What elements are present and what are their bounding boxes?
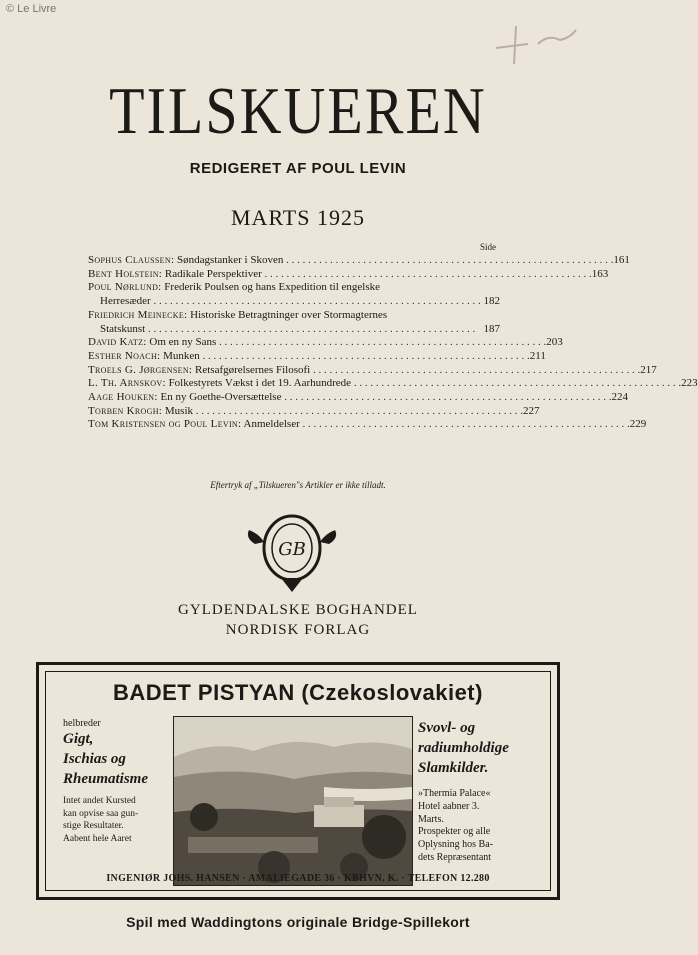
toc-page-number: 163 — [591, 267, 609, 280]
ad-left-small: helbreder — [63, 718, 101, 729]
reprint-notice: Eftertryk af „Tilskueren"s Artikler er ikke tilladt. — [210, 480, 386, 490]
toc-entry — [88, 391, 628, 405]
toc-leader-dots: . . . . . . . . . . . . . . . . . . . . . . . . . . . . . . . . . . . . . . . . . . . . . . . . . . . . . . . . . . . . — [145, 322, 476, 335]
toc-entry — [88, 363, 657, 378]
toc-page-number: 229 — [629, 418, 647, 431]
toc-entry-text — [88, 350, 530, 364]
toc-entry-text — [88, 268, 592, 282]
svg-text:GB: GB — [278, 539, 306, 560]
toc-leader-dots: . . . . . . . . . . . . . . . . . . . . . . . . . . . . . . . . . . . . . . . . . . . . . . . . . . . . . . . . . . . . — [216, 336, 547, 349]
ad-right-note-6: dets Repræsentant — [418, 851, 492, 863]
toc-article-title: Anmeldelser — [243, 418, 300, 431]
toc-page-number: 227 — [523, 404, 540, 417]
ad-right-big-1: Svovl- og — [418, 720, 476, 736]
ad-footer: INGENIØR JOHS. HANSEN · AMALIEGADE 36 · KBHVN. K. · TELEFON 12.280 — [106, 873, 490, 884]
toc-entry-text — [100, 323, 475, 337]
toc-author: Aage Houken: — [88, 391, 158, 404]
pencil-mark — [488, 20, 578, 70]
toc-leader-dots: . . . . . . . . . . . . . . . . . . . . . . . . . . . . . . . . . . . . . . . . . . . . . . . . . . . . . . . . . . . . — [351, 377, 682, 390]
toc-entry — [88, 281, 500, 295]
toc-entry-continuation — [88, 323, 500, 337]
issue-line: MARTS 1925 — [231, 205, 365, 230]
toc-author: Esther Noach: — [88, 349, 161, 362]
toc-leader-dots: . . . . . . . . . . . . . . . . . . . . . . . . . . . . . . . . . . . . . . . . . . . . . . . . . . . . . . . . . . . . — [299, 418, 630, 431]
toc-page-number: 224 — [611, 391, 628, 404]
ad-right-column — [418, 718, 548, 865]
spa-landscape-photo — [173, 716, 413, 886]
ad-left-note-1: Intet andet Kursted — [63, 796, 136, 806]
toc-entry-text — [100, 295, 481, 309]
ad-right-note-1: »Thermia Palace« — [418, 788, 491, 799]
toc-page-number: 187 — [483, 322, 500, 335]
toc-entry-text — [88, 254, 613, 268]
ad-right-note-4: Prospekter og alle — [418, 826, 491, 838]
toc-author: Torben Krogh: — [88, 404, 163, 417]
toc-article-title-cont: Herresæder — [100, 295, 151, 308]
toc-entry — [88, 336, 563, 350]
toc-leader-dots: . . . . . . . . . . . . . . . . . . . . . . . . . . . . . . . . . . . . . . . . . . . . . . . . . . . . . . . . . . . . — [193, 404, 524, 417]
ad-left-big-2: Ischias og — [63, 751, 126, 767]
toc-entry — [88, 404, 540, 419]
toc-leader-dots: . . . . . . . . . . . . . . . . . . . . . . . . . . . . . . . . . . . . . . . . . . . . . . . . . . . . . . . . . . . . — [310, 363, 641, 376]
toc-article-title: Historiske Betragtninger over Stormagternes — [190, 308, 388, 321]
ad-right-note-5: Oplysning hos Ba- — [418, 839, 493, 851]
toc-entry — [88, 377, 698, 391]
ad-left-big-3: Rheumatisme — [63, 771, 149, 787]
toc-leader-dots: . . . . . . . . . . . . . . . . . . . . . . . . . . . . . . . . . . . . . . . . . . . . . . . . . . . . . . . . . . . . — [199, 349, 530, 362]
toc-entry-text — [88, 391, 611, 405]
watermark: © Le Livre — [6, 3, 57, 15]
editor-line: REDIGERET AF POUL LEVIN — [189, 160, 407, 177]
toc-leader-dots: . . . . . . . . . . . . . . . . . . . . . . . . . . . . . . . . . . . . . . . . . . . . . . . . . . . . . . . . . . . . — [150, 295, 481, 308]
toc-author: Tom Kristensen og Poul Levin: — [88, 418, 242, 431]
toc-entry-continuation — [88, 295, 500, 309]
toc-author: David Katz: — [88, 336, 147, 349]
toc-article-title: Om en ny Sans — [149, 336, 217, 349]
ad-left-column — [63, 718, 178, 845]
toc-entry-text — [88, 309, 500, 323]
toc-article-title: Radikale Perspektiver — [164, 267, 262, 280]
toc-leader-dots: . . . . . . . . . . . . . . . . . . . . . . . . . . . . . . . . . . . . . . . . . . . . . . . . . . . . . . . . . . . . — [261, 267, 592, 280]
toc-page-number: 223 — [681, 377, 698, 390]
ad-left-big-1: Gigt, — [63, 731, 94, 747]
toc-page-number: 203 — [546, 336, 563, 349]
toc-article-title: Munken — [163, 349, 200, 362]
toc-entry — [88, 349, 546, 364]
toc-entry — [88, 309, 500, 323]
toc-entry-text — [88, 418, 630, 432]
advertisement-frame — [45, 671, 551, 891]
toc-author: Sophus Claussen: — [88, 254, 175, 266]
toc-entry-text — [88, 377, 681, 391]
toc-author: Friedrich Meinecke: — [88, 308, 188, 321]
toc-article-title: Retsafgørelsernes Filosofi — [195, 363, 311, 376]
toc-entry-text — [88, 336, 546, 350]
toc-article-title-cont: Statskunst — [100, 322, 146, 335]
toc-author: Troels G. Jørgensen: — [88, 363, 193, 376]
toc-page-number: 211 — [529, 349, 546, 362]
ad-right-big-3: Slamkilder. — [418, 760, 489, 776]
table-of-contents — [88, 254, 698, 432]
toc-article-title: Musik — [164, 404, 194, 417]
toc-author: Bent Holstein: — [88, 267, 163, 280]
ad-left-note-4: Aabent hele Aaret — [63, 833, 132, 844]
toc-page-number: 161 — [613, 254, 630, 266]
ad-left-note-3: stige Resultater. — [63, 821, 124, 831]
toc-leader-dots: . . . . . . . . . . . . . . . . . . . . . . . . . . . . . . . . . . . . . . . . . . . . . . . . . . . . . . . . . . . . — [281, 391, 612, 404]
ad-right-note-2: Hotel aabner 3. — [418, 800, 480, 812]
toc-entry — [88, 254, 630, 268]
toc-entry-text — [88, 364, 640, 378]
toc-page-number: 182 — [483, 295, 500, 308]
ad-right-big-2: radiumholdige — [418, 740, 509, 756]
ad-right-note-3: Marts. — [418, 813, 444, 825]
toc-entry — [88, 267, 609, 282]
toc-article-title: En ny Goethe-Oversættelse — [160, 391, 282, 404]
publisher-name — [0, 600, 596, 640]
toc-entry-text — [88, 281, 500, 295]
ad-title: BADET PISTYAN (Czekoslovakiet) — [113, 680, 483, 705]
toc-entry — [88, 418, 647, 432]
toc-article-title: Folkestyrets Vækst i det 19. Aarhundrede — [168, 377, 352, 390]
toc-author: Poul Nørlund: — [88, 281, 162, 294]
publisher-line-1: GYLDENDALSKE BOGHANDEL — [178, 602, 418, 618]
toc-article-title: Søndagstanker i Skoven — [177, 254, 284, 266]
ad-right-note — [418, 788, 548, 865]
toc-leader-dots: . . . . . . . . . . . . . . . . . . . . . . . . . . . . . . . . . . . . . . . . . . . . . . . . . . . . . . . . . . . . — [283, 254, 614, 266]
page-column-label: Side — [480, 242, 497, 252]
ad-left-note — [63, 795, 178, 845]
ad-left-note-2: kan opvise saa gun- — [63, 808, 139, 819]
publisher-emblem — [245, 508, 339, 594]
bottom-advertisement: Spil med Waddingtons originale Bridge-Spillekort — [126, 914, 470, 930]
toc-article-title: Frederik Poulsen og hans Expedition til engelske — [164, 281, 380, 294]
page-title: TILSKUEREN — [109, 73, 487, 149]
toc-page-number: 217 — [640, 363, 657, 376]
toc-author: L. Th. Arnskov: — [88, 377, 166, 390]
publisher-line-2: NORDISK FORLAG — [225, 622, 371, 638]
toc-entry-text — [88, 405, 523, 419]
advertisement-pistyan — [36, 662, 560, 900]
